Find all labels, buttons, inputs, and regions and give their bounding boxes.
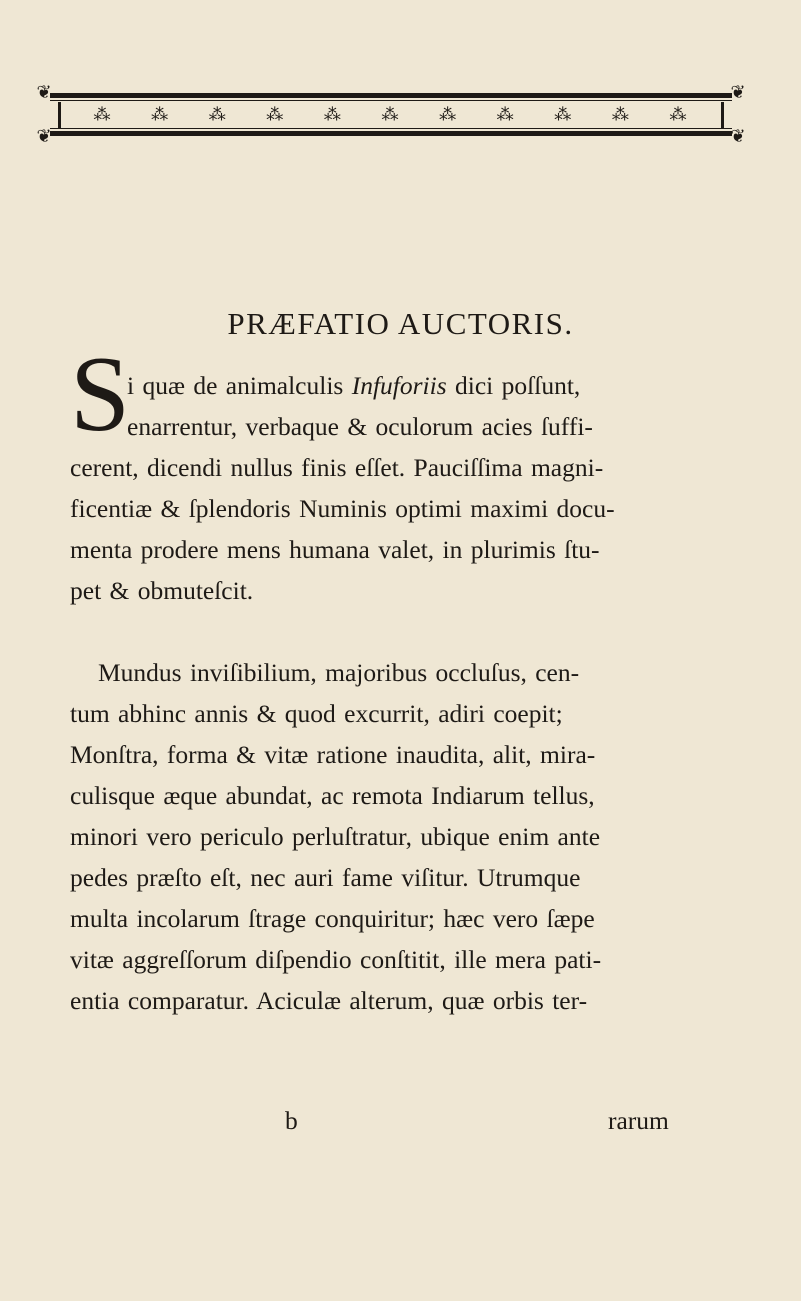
- fleuron-icon: ⁂: [208, 105, 228, 124]
- text-line: ficentiæ & ſplendoris Numinis optimi maximi docu-: [70, 494, 615, 523]
- page-title: PRÆFATIO AUCTORIS.: [227, 306, 574, 341]
- headpiece-rule: [50, 131, 732, 136]
- decorative-headpiece: [36, 82, 746, 146]
- fleuron-icon: ⁂: [151, 105, 171, 124]
- fleuron-icon: ⁂: [496, 105, 516, 124]
- text-line: i quæ de animalculis Infuforiis dici poſſunt,: [127, 371, 581, 400]
- fleuron-icon: ⁂: [381, 105, 401, 124]
- fleuron-icon: ⁂: [611, 105, 631, 124]
- headpiece-bar: [58, 102, 61, 128]
- fleuron-icon: ⁂: [266, 105, 286, 124]
- text-line: pedes præſto eſt, nec auri fame viſitur. Utrumque: [70, 863, 581, 892]
- text-line: pet & obmuteſcit.: [70, 576, 254, 605]
- text-line: culisque æque abundat, ac remota Indiarum tellus,: [70, 781, 595, 810]
- headpiece-rule: [50, 93, 732, 98]
- text-line: Monſtra, forma & vitæ ratione inaudita, alit, mira-: [70, 740, 596, 769]
- text-line: minori vero periculo perluſtratur, ubique enim ante: [70, 822, 601, 851]
- corner-ornament-icon: ❦: [36, 126, 52, 146]
- fleuron-icon: ⁂: [323, 105, 343, 124]
- signature-mark: b: [285, 1106, 298, 1135]
- drop-capital: S: [70, 335, 131, 454]
- text-line: multa incolarum ſtrage conquiritur; hæc vero ſæpe: [70, 904, 595, 933]
- corner-ornament-icon: ❦: [730, 82, 746, 102]
- headpiece-rule: [50, 100, 732, 101]
- corner-ornament-icon: ❦: [730, 126, 746, 146]
- fleuron-row: [78, 104, 704, 126]
- fleuron-icon: ⁂: [439, 105, 459, 124]
- text-line: cerent, dicendi nullus finis eſſet. Pauciſſima magni-: [70, 453, 604, 482]
- text-line: enarrentur, verbaque & oculorum acies ſuffi-: [127, 412, 593, 441]
- text-line: tum abhinc annis & quod excurrit, adiri coepit;: [70, 699, 563, 728]
- text-line: Mundus inviſibilium, majoribus occluſus, cen-: [98, 658, 580, 687]
- headpiece-rule: [50, 128, 732, 129]
- headpiece-bar: [721, 102, 724, 128]
- fleuron-icon: ⁂: [93, 105, 113, 124]
- fleuron-icon: ⁂: [669, 105, 689, 124]
- corner-ornament-icon: ❦: [36, 82, 52, 102]
- italic-term: Infuforiis: [351, 371, 447, 400]
- fleuron-icon: ⁂: [554, 105, 574, 124]
- catchword: rarum: [608, 1106, 669, 1135]
- text-line: vitæ aggreſſorum diſpendio conſtitit, ille mera pati-: [70, 945, 602, 974]
- text-line: menta prodere mens humana valet, in plurimis ſtu-: [70, 535, 600, 564]
- text-line: entia comparatur. Aciculæ alterum, quæ orbis ter-: [70, 986, 588, 1015]
